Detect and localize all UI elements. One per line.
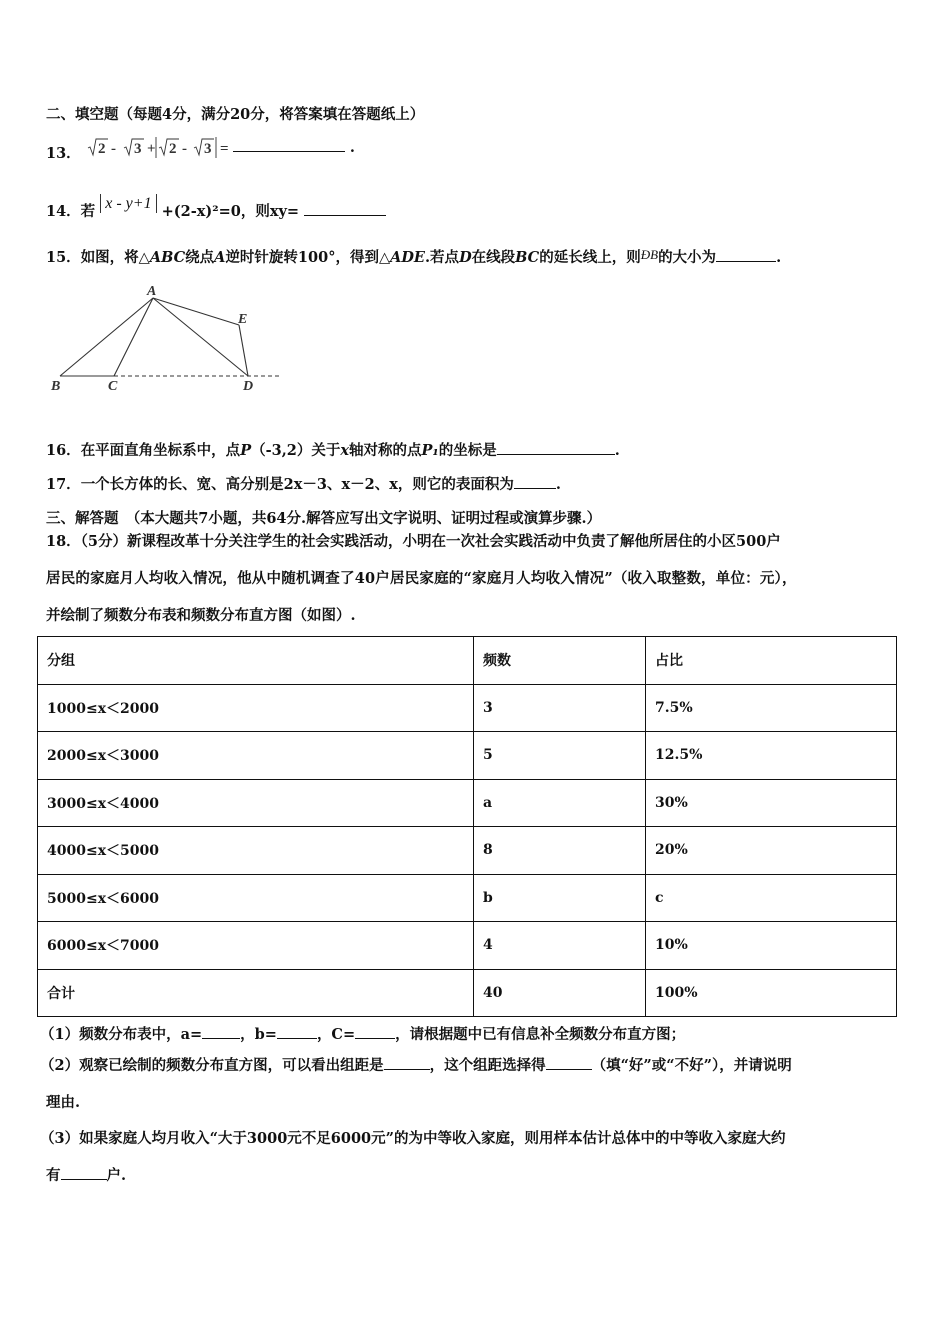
q16-period: . [614, 442, 620, 459]
q18-line-1: 18．（5分）新课程改革十分关注学生的社会实践活动，小明在一次社会实践活动中负责了解他所居住的小区500户 [46, 533, 781, 550]
table-cell-count: 40 [474, 969, 646, 1017]
q16-text: 的坐标是 [438, 442, 497, 459]
q15-text: 如图，将△ [80, 249, 150, 266]
q16-answer-blank[interactable] [497, 442, 615, 455]
table-cell-count: 5 [474, 732, 646, 780]
q15-number: 15． [46, 249, 81, 266]
svg-text:3: 3 [203, 141, 212, 157]
frequency-table [37, 636, 897, 1017]
q13-period: . [349, 139, 355, 156]
q16-axis-x: x [340, 442, 349, 459]
q18-blank-a[interactable] [202, 1026, 240, 1039]
table-row [38, 779, 897, 827]
q14-tail: +(2-x)²=0，则xy= [161, 203, 300, 220]
q16-point-p: P [240, 442, 252, 459]
table-row [38, 684, 897, 732]
q18-line-2: 居民的家庭月人均收入情况，他从中随机调查了40户居民家庭的“家庭月人均收入情况”（收入取整数，单位：元）， [46, 570, 797, 587]
table-cell-ratio: 100% [646, 969, 897, 1017]
table-cell-group: 合计 [38, 969, 474, 1017]
q16-text: 轴对称的点 [349, 442, 422, 459]
svg-text:3: 3 [133, 141, 142, 157]
q15-figure-label-e: E [238, 312, 248, 327]
q14-abs-expression: x - y+1 [100, 194, 156, 213]
q15-figure [42, 283, 292, 398]
question-13 [46, 136, 355, 162]
svg-text:-: - [181, 141, 187, 157]
question-18-intro [46, 523, 896, 634]
q15-figure-label-a: A [147, 284, 157, 299]
q15-text: .若点 [425, 249, 460, 266]
q17-number: 17． [46, 476, 81, 493]
q17-text: 一个长方体的长、宽、高分别是2x－3、x－2、x，则它的表面积为 [80, 476, 514, 493]
q15-text: 逆时针旋转100°，得到△ [225, 249, 391, 266]
table-cell-ratio: 12.5% [646, 732, 897, 780]
table-cell-ratio: 7.5% [646, 684, 897, 732]
q18-sub1-text: ，请根据题中已有信息补全频数分布直方图； [395, 1026, 686, 1043]
q18-sub1-text: （1）频数分布表中，a= [40, 1026, 203, 1043]
section2-heading: 二、填空题（每题4分，满分20分，将答案填在答题纸上） [46, 106, 425, 123]
table-header-cell: 占比 [646, 637, 897, 685]
q15-triangle-ade: ADE [390, 249, 425, 266]
q16-text: 关于 [311, 442, 341, 459]
question-16 [46, 439, 620, 460]
table-cell-group: 2000≤x＜3000 [38, 732, 474, 780]
q13-number: 13． [46, 145, 81, 162]
table-cell-group: 1000≤x＜2000 [38, 684, 474, 732]
table-cell-count: a [474, 779, 646, 827]
table-cell-ratio: c [646, 874, 897, 922]
question-14 [46, 192, 386, 220]
svg-text:2: 2 [97, 141, 106, 157]
q16-text: 在平面直角坐标系中，点 [80, 442, 241, 459]
q15-text: 绕点 [185, 249, 215, 266]
q18-line-3: 并绘制了频数分布表和频数分布直方图（如图）. [46, 607, 356, 624]
q15-angle-symbol: ÐB [640, 247, 659, 262]
q13-answer-blank[interactable] [233, 139, 345, 152]
q14-number: 14．若 [46, 203, 96, 220]
table-row [38, 922, 897, 970]
question-15 [46, 246, 781, 267]
table-header-row [38, 637, 897, 685]
q18-blank-interval[interactable] [384, 1057, 430, 1070]
table-cell-count: b [474, 874, 646, 922]
q18-sub-1 [40, 1023, 685, 1044]
q18-sub2-text: （2）观察已绘制的频数分布直方图，可以看出组距是 [40, 1057, 384, 1074]
q14-answer-blank[interactable] [304, 203, 386, 216]
q18-sub2-text: （填“好”或“不好”），并请说明 [591, 1057, 792, 1074]
q18-sub3-text: 户. [106, 1167, 127, 1184]
q15-text: 的延长线上，则 [539, 249, 641, 266]
q15-answer-blank[interactable] [716, 249, 776, 262]
svg-text:-: - [110, 141, 116, 157]
q16-coordinate: （-3,2） [251, 442, 312, 459]
table-cell-count: 3 [474, 684, 646, 732]
q18-sub1-text: ，b= [240, 1026, 277, 1043]
q17-period: . [555, 476, 561, 493]
table-row [38, 827, 897, 875]
q18-blank-c[interactable] [355, 1026, 395, 1039]
q18-blank-b[interactable] [277, 1026, 317, 1039]
table-cell-group: 4000≤x＜5000 [38, 827, 474, 875]
svg-text:+: + [146, 141, 156, 157]
table-cell-group: 3000≤x＜4000 [38, 779, 474, 827]
table-cell-ratio: 30% [646, 779, 897, 827]
q18-sub2-reason: 理由. [46, 1094, 81, 1111]
q15-text: 的大小为 [658, 249, 717, 266]
section3-heading: 三、解答题 （本大题共7小题，共64分.解答应写出文字说明、证明过程或演算步骤.） [46, 510, 602, 527]
table-cell-ratio: 20% [646, 827, 897, 875]
q15-triangle-abc: ABC [149, 249, 186, 266]
svg-text:2: 2 [168, 141, 177, 157]
q15-point-a: A [214, 249, 226, 266]
q18-sub3-text: 有 [46, 1167, 61, 1184]
q18-sub2-text: ，这个组距选择得 [429, 1057, 546, 1074]
q18-sub1-text: ，C= [316, 1026, 356, 1043]
q16-number: 16． [46, 442, 81, 459]
q16-point-p1: P₁ [421, 442, 439, 459]
question-17 [46, 473, 561, 494]
table-header-cell: 频数 [474, 637, 646, 685]
table-header-cell: 分组 [38, 637, 474, 685]
table-row [38, 732, 897, 780]
q15-segment-bc: BC [515, 249, 540, 266]
q18-sub-2 [40, 1047, 896, 1121]
q15-period: . [776, 249, 782, 266]
q15-point-d: D [459, 249, 472, 266]
q18-blank-good[interactable] [546, 1057, 592, 1070]
svg-text:=: = [219, 141, 228, 157]
q15-figure-label-b: B [51, 379, 61, 394]
q18-blank-households[interactable] [61, 1167, 107, 1180]
q15-text: 在线段 [471, 249, 516, 266]
table-cell-count: 8 [474, 827, 646, 875]
table-cell-group: 6000≤x＜7000 [38, 922, 474, 970]
table-cell-group: 5000≤x＜6000 [38, 874, 474, 922]
table-total-row [38, 969, 897, 1017]
q15-figure-label-d: D [243, 379, 254, 394]
q13-expression [86, 136, 228, 162]
q15-figure-label-c: C [108, 379, 118, 394]
q18-sub-3 [40, 1120, 896, 1194]
table-row [38, 874, 897, 922]
q18-sub3-text: （3）如果家庭人均月收入“大于3000元不足6000元”的为中等收入家庭，则用样本估计总体中的中等收入家庭大约 [40, 1130, 786, 1147]
q17-answer-blank[interactable] [514, 476, 556, 489]
table-cell-count: 4 [474, 922, 646, 970]
table-cell-ratio: 10% [646, 922, 897, 970]
